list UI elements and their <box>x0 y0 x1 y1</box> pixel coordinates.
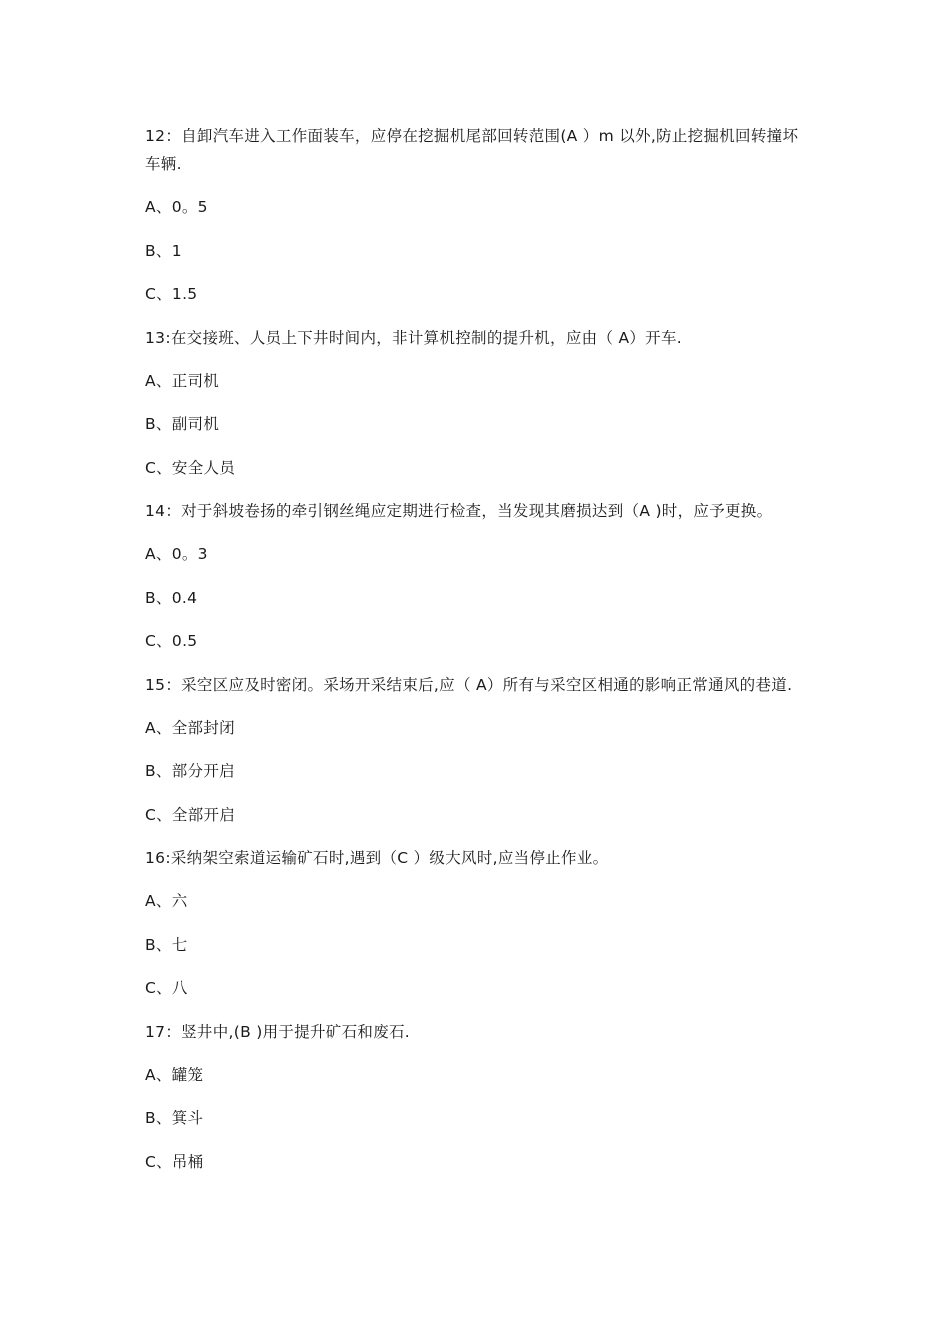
question-block-17 <box>145 1018 810 1176</box>
question-text: 12：自卸汽车进入工作面装车，应停在挖掘机尾部回转范围(A ）m 以外,防止挖掘机回转撞坏车辆. <box>145 127 799 173</box>
question-block-15 <box>145 671 810 829</box>
option-c: C、吊桶 <box>145 1152 204 1171</box>
option-c: C、1.5 <box>145 285 198 303</box>
question-block-14 <box>145 497 810 655</box>
option-a: A、0。3 <box>145 545 208 563</box>
question-text: 14：对于斜坡卷扬的牵引钢丝绳应定期进行检查，当发现其磨损达到（A )时，应予更换。 <box>145 502 773 520</box>
option-b: B、箕斗 <box>145 1109 204 1127</box>
question-block-13 <box>145 324 810 482</box>
option-b: B、部分开启 <box>145 762 235 780</box>
option-a: A、正司机 <box>145 371 220 390</box>
option-c: C、安全人员 <box>145 458 236 477</box>
option-b: B、1 <box>145 241 182 260</box>
option-c: C、0.5 <box>145 632 198 650</box>
option-a: A、六 <box>145 892 188 910</box>
question-list <box>145 122 810 1191</box>
option-a: A、0。5 <box>145 198 208 216</box>
option-a: A、罐笼 <box>145 1065 204 1084</box>
option-b: B、七 <box>145 935 188 954</box>
question-text: 17：竖井中,(B )用于提升矿石和废石. <box>145 1022 411 1041</box>
question-text: 13:在交接班、人员上下井时间内，非计算机控制的提升机，应由（ A）开车. <box>145 328 683 347</box>
option-c: C、八 <box>145 979 188 997</box>
question-text: 16:采纳架空索道运输矿石时,遇到（C ）级大风时,应当停止作业。 <box>145 849 609 867</box>
question-block-16 <box>145 844 810 1002</box>
question-block-12 <box>145 122 810 308</box>
question-text: 15：采空区应及时密闭。采场开采结束后,应（ A）所有与采空区相通的影响正常通风的巷道. <box>145 675 793 694</box>
option-b: B、副司机 <box>145 415 220 433</box>
option-b: B、0.4 <box>145 588 198 607</box>
option-a: A、全部封闭 <box>145 718 235 737</box>
option-c: C、全部开启 <box>145 805 236 824</box>
